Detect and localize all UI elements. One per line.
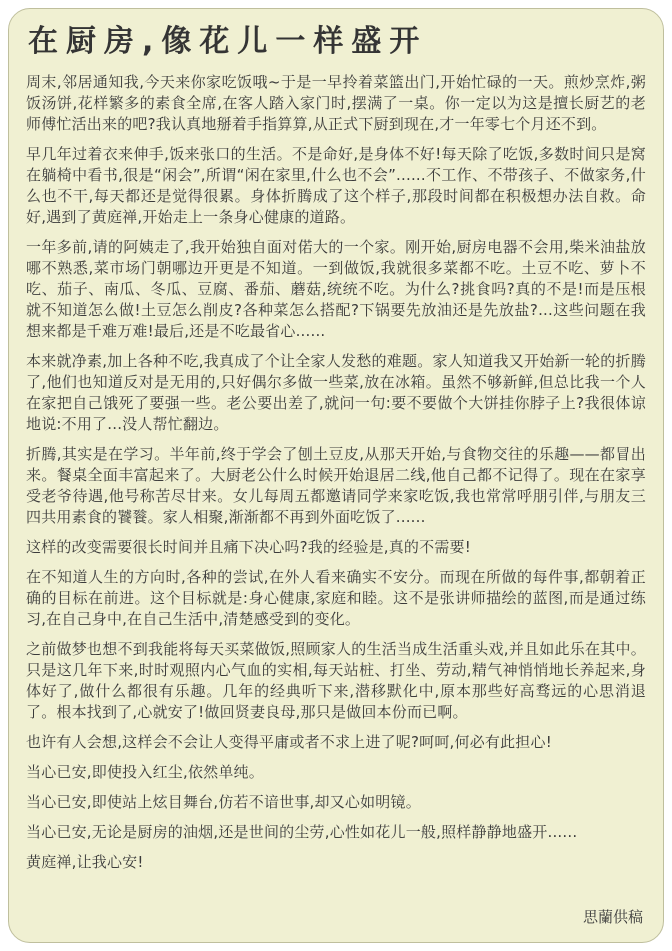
article-paragraph-11: 当心已安,即使站上炫目舞台,仿若不谙世事,却又心如明镜。: [26, 793, 421, 811]
attribution: 思蘭供稿: [582, 908, 643, 926]
article-card: [8, 8, 664, 943]
article-paragraph-7: 在不知道人生的方向时,各种的尝试,在外人看来确实不安分。而现在所做的每件事,都朝着正确的目标在前进。这个目标就是:身心健康,家庭和睦。这不是张讲师描绘的蓝图,而是通过练习,在自己身中,在自己生活中,清楚感受到的变化。: [26, 568, 646, 628]
article-paragraph-10: 当心已安,即使投入红尘,依然单纯。: [26, 763, 264, 781]
article-paragraph-2: 早几年过着衣来伸手,饭来张口的生活。不是命好,是身体不好!每天除了吃饭,多数时间只是窝在躺椅中看书,很是“闲会”,所谓“闲在家里,什么也不会”......不工作、不带孩子、不做家务,什么也不干,每天都还是觉得很累。身体折腾成了这个样子,那段时间都在积极想办法自救。命好,遇到了黄庭禅,开始走上一条身心健康的道路。: [26, 145, 646, 226]
article-paragraph-9: 也许有人会想,这样会不会让人变得平庸或者不求上进了呢?呵呵,何必有此担心!: [26, 733, 552, 751]
article-paragraph-4: 本来就净素,加上各种不吃,我真成了个让全家人发愁的难题。家人知道我又开始新一轮的折腾了,他们也知道反对是无用的,只好偶尔多做一些菜,放在冰箱。虽然不够新鲜,但总比我一个人在家把自己饿死了要强一些。老公要出差了,就问一句:要不要做个大饼挂你脖子上?我很体谅地说:不用了...没人帮忙翻边。: [26, 352, 646, 433]
article-paragraph-1: 周末,邻居通知我,今天来你家吃饭哦~于是一早拎着菜篮出门,开始忙碌的一天。煎炒烹炸,粥饭汤饼,花样繁多的素食全席,在客人踏入家门时,摆满了一桌。你一定以为这是擅长厨艺的老师傅忙活出来的吧?我认真地掰着手指算算,从正式下厨到现在,才一年零七个月还不到。: [26, 73, 646, 133]
article-paragraph-12: 当心已安,无论是厨房的油烟,还是世间的尘劳,心性如花儿一般,照样静静地盛开......: [26, 823, 578, 841]
article-paragraph-8: 之前做梦也想不到我能将每天买菜做饭,照顾家人的生活当成生活重头戏,并且如此乐在其中。只是这几年下来,时时观照内心气血的实相,每天站桩、打坐、劳动,精气神悄悄地长养起来,身体好了,做什么都很有乐趣。几年的经典听下来,潜移默化中,原本那些好高骛远的心思消退了。根本找到了,心就安了!做回贤妻良母,那只是做回本份而已啊。: [26, 640, 646, 721]
article-paragraph-5: 折腾,其实是在学习。半年前,终于学会了刨土豆皮,从那天开始,与食物交往的乐趣——都冒出来。餐桌全面丰富起来了。大厨老公什么时候开始退居二线,他自己都不记得了。现在在家享受老爷待遇,他号称苦尽甘来。女儿每周五都邀请同学来家吃饭,我也常常呼朋引伴,与朋友三四共用素食的饕餮。家人相聚,渐渐都不再到外面吃饭了......: [26, 445, 646, 526]
article-paragraph-13: 黄庭禅,让我心安!: [26, 853, 144, 871]
article-title: 在厨房,像花儿一样盛开: [28, 24, 428, 59]
article-paragraph-6: 这样的改变需要很长时间并且痛下决心吗?我的经验是,真的不需要!: [26, 538, 471, 556]
article-paragraph-3: 一年多前,请的阿姨走了,我开始独自面对偌大的一个家。刚开始,厨房电器不会用,柴米油盐放哪不熟悉,菜市场门朝哪边开更是不知道。一到做饭,我就很多菜都不吃。土豆不吃、萝卜不吃、茄子、南瓜、冬瓜、豆腐、番茄、蘑菇,统统不吃。为什么?挑食吗?真的不是!而是压根就不知道怎么做!土豆怎么削皮?各种菜怎么搭配?下锅要先放油还是先放盐?...这些问题在我想来都是千难万难!最后,还是不吃最省心......: [26, 238, 646, 340]
